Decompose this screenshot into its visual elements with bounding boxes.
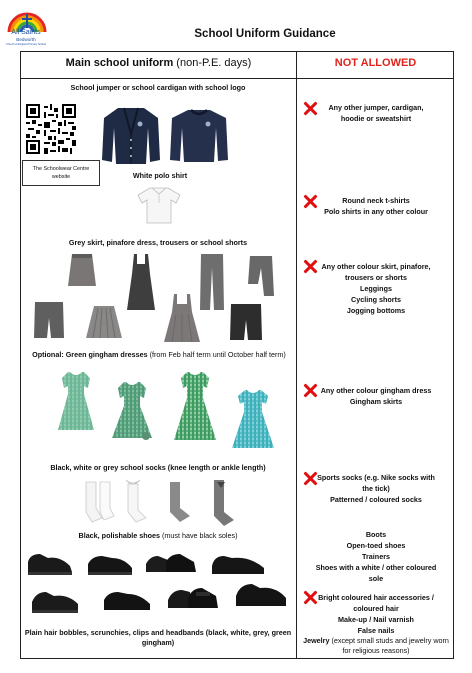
section-polo-heading: White polo shirt	[132, 171, 188, 180]
gingham-dress-blue-image	[230, 388, 276, 450]
not-allowed-line: Make-up / Nail varnish	[338, 615, 414, 624]
not-allowed-line: False nails	[357, 626, 395, 635]
not-allowed-line: Round neck t-shirts	[342, 196, 410, 205]
pinafore-dress-image	[126, 252, 156, 312]
school-location: Bedworth	[16, 37, 36, 42]
not-allowed-line: trousers or shorts	[345, 273, 407, 282]
not-allowed-line: Trainers	[362, 552, 390, 561]
not-allowed-line: Cycling shorts	[351, 295, 401, 304]
jewelry-exception: (except small studs and jewelry worn for religious reasons)	[331, 636, 449, 655]
not-allowed-line: Jogging bottoms	[346, 306, 406, 315]
not-allowed-line: Gingham skirts	[349, 397, 403, 406]
qr-code-icon	[26, 104, 76, 154]
header-main-uniform-bold: Main school uniform	[65, 57, 174, 69]
white-ankle-socks-image	[82, 480, 116, 524]
gingham-heading-note: (from Feb half term until October half term)	[149, 350, 286, 359]
shoes-heading-bold: Black, polishable shoes	[78, 531, 160, 540]
gingham-heading-bold: Optional: Green gingham dresses	[32, 350, 148, 359]
qr-caption-box: The Schoolwear Centre website	[22, 160, 100, 186]
table-header-divider	[20, 78, 454, 79]
black-shoe-1-image	[26, 548, 74, 578]
black-velcro-shoes-image	[166, 582, 220, 614]
table-column-divider	[296, 51, 297, 659]
not-allowed-line: Any other jumper, cardigan,	[328, 103, 424, 112]
section-hair-heading: Plain hair bobbles, scrunchies, clips and headbands (black, white, grey, green gingham)	[24, 628, 292, 647]
black-shoe-3-image	[210, 548, 266, 578]
not-allowed-skirt	[300, 261, 452, 316]
jumper-image	[168, 106, 230, 164]
section-shoes-heading	[22, 531, 294, 541]
black-shoe-5-image	[102, 584, 152, 614]
not-allowed-line: Open-toed shoes	[346, 541, 406, 550]
polo-shirt-image	[136, 185, 182, 225]
pleated-skirt-image	[84, 304, 124, 340]
cardigan-image	[100, 104, 162, 166]
grey-skirt-image	[66, 252, 98, 288]
not-allowed-polo	[300, 195, 452, 217]
not-allowed-line: hoodie or sweatshirt	[340, 114, 412, 123]
grey-ankle-socks-image	[166, 480, 194, 524]
black-trainer-style-shoe-image	[234, 578, 288, 610]
not-allowed-shoes	[300, 529, 452, 584]
not-allowed-jewelry	[300, 636, 452, 656]
black-shoe-pair-image	[144, 548, 198, 578]
section-skirt-heading: Grey skirt, pinafore dress, trousers or school shorts	[68, 238, 248, 247]
grey-trousers-folded-image	[246, 254, 276, 298]
socks-heading-paren: (knee length or ankle length)	[167, 463, 266, 472]
white-frill-socks-image	[124, 478, 152, 524]
section-jumper-heading: School jumper or school cardigan with school logo	[70, 83, 246, 92]
school-motto: Church of England Primary School	[6, 43, 46, 46]
not-allowed-gingham	[300, 385, 452, 407]
section-gingham-heading	[22, 350, 296, 360]
not-allowed-line: Bright coloured hair accessories /	[318, 593, 434, 602]
not-allowed-line: sole	[368, 574, 384, 583]
not-allowed-line: Shoes with a white / other coloured	[315, 563, 437, 572]
not-allowed-line: Any other colour gingham dress	[320, 386, 432, 395]
gingham-dress-green-3-image	[172, 370, 218, 442]
black-shoe-4-image	[30, 586, 80, 616]
not-allowed-line: Leggings	[360, 284, 392, 293]
grey-pinafore-image	[162, 292, 202, 344]
not-allowed-jumper	[300, 102, 452, 124]
jewelry-label: Jewelry	[303, 636, 330, 645]
not-allowed-line: Polo shirts in any other colour	[324, 207, 428, 216]
not-allowed-line: the tick)	[362, 484, 390, 493]
not-allowed-line: Any other colour skirt, pinafore,	[321, 262, 431, 271]
grey-shorts-image	[32, 300, 66, 340]
not-allowed-socks	[300, 472, 452, 505]
black-shoe-2-image	[86, 548, 134, 578]
grey-knee-socks-image	[210, 478, 238, 528]
shoes-heading-note: (must have black soles)	[162, 531, 238, 540]
header-main-uniform	[21, 57, 296, 69]
not-allowed-line: Boots	[365, 530, 387, 539]
black-shorts-image	[228, 302, 264, 342]
not-allowed-line: Patterned / coloured socks	[330, 495, 422, 504]
gingham-dress-green-1-image	[54, 370, 98, 432]
socks-heading-bold: Black, white or grey school socks	[50, 463, 166, 472]
section-socks-heading	[22, 463, 294, 473]
not-allowed-line: coloured hair	[353, 604, 399, 613]
header-main-uniform-days: (non-P.E. days)	[176, 57, 252, 69]
page-title: School Uniform Guidance	[194, 28, 336, 40]
not-allowed-hair	[300, 592, 452, 636]
not-allowed-line: Sports socks (e.g. Nike socks with	[317, 473, 435, 482]
school-name: All Saints	[11, 29, 41, 36]
header-not-allowed: NOT ALLOWED	[334, 57, 417, 69]
grey-trousers-image	[198, 252, 226, 312]
gingham-dress-green-2-image	[110, 380, 154, 442]
